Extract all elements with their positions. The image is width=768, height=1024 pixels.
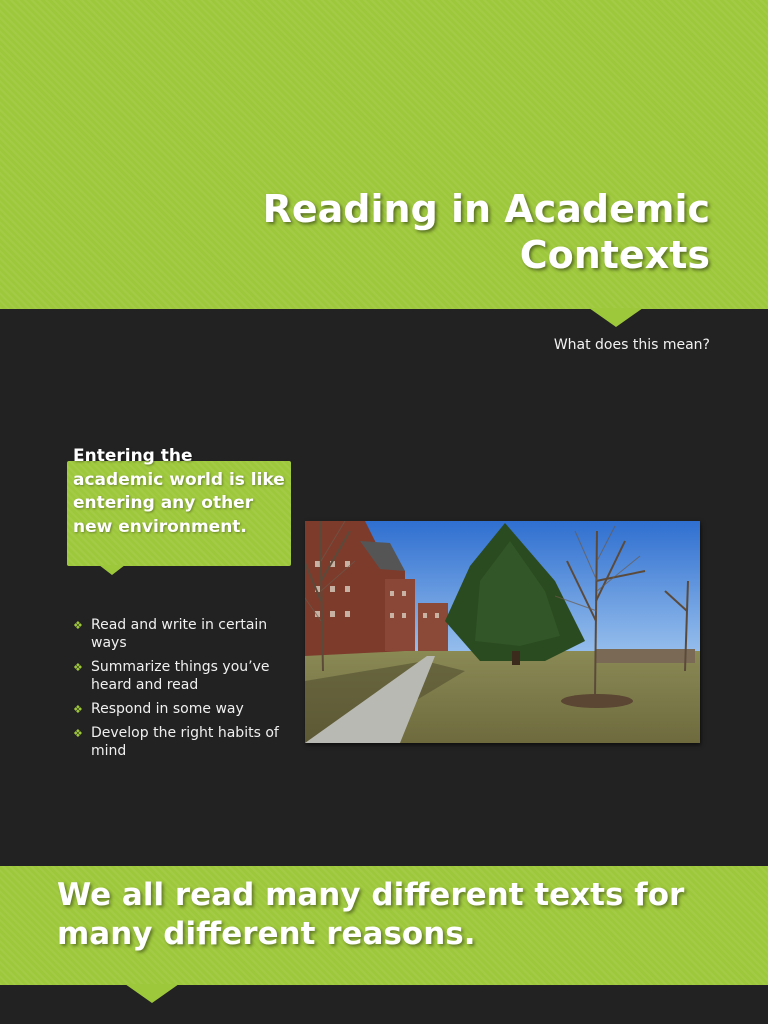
list-item	[73, 616, 298, 652]
callout-text: Entering the academic world is like entering any other new environment.	[73, 446, 285, 537]
slide-title-line-2: Contexts	[519, 233, 710, 277]
slide-title-line-1: Reading in Academic	[262, 187, 710, 231]
slide-subtitle: What does this mean?	[553, 337, 710, 353]
callout-notch	[99, 565, 125, 575]
list-item	[73, 724, 298, 760]
bottom-slide-title: We all read many different texts for many different reasons.	[57, 877, 685, 952]
photo-mulch-bed	[561, 694, 633, 708]
list-item-text: Read and write in certain ways	[91, 617, 268, 651]
bottom-band-notch	[125, 984, 179, 1003]
diamond-bullet-icon: ❖	[73, 727, 83, 740]
photo-low-buildings	[595, 649, 695, 663]
list-item	[73, 700, 298, 718]
list-item-text: Develop the right habits of mind	[91, 725, 279, 759]
photo-building-far	[418, 603, 448, 651]
list-item-text: Respond in some way	[91, 701, 244, 717]
campus-photo	[305, 521, 700, 743]
bullet-list	[73, 616, 298, 766]
slide-title	[110, 186, 710, 278]
photo-building-wing	[385, 579, 415, 651]
title-band-notch	[589, 308, 643, 327]
list-item	[73, 658, 298, 694]
diamond-bullet-icon: ❖	[73, 661, 83, 674]
diamond-bullet-icon: ❖	[73, 619, 83, 632]
list-item-text: Summarize things you’ve heard and read	[91, 659, 270, 693]
diamond-bullet-icon: ❖	[73, 703, 83, 716]
